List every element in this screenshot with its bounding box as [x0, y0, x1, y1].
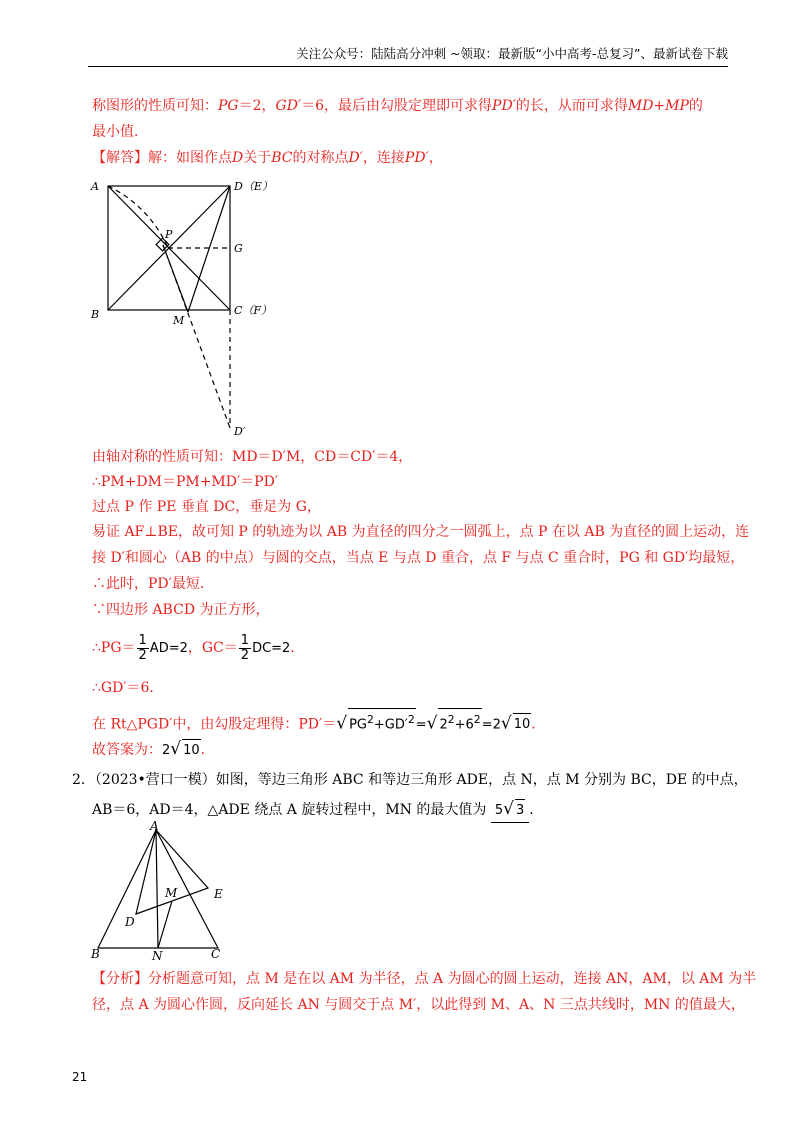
text-line: 由轴对称的性质可知：MD＝D′M，CD＝CD′＝4， — [92, 449, 413, 465]
page-header: 关注公众号：陆陆高分冲刺 ~领取：最新版“小中高考-总复习”、最新试卷下载 — [296, 46, 728, 61]
text-line: 最小值． — [92, 124, 148, 140]
label-b: B — [91, 947, 100, 961]
text-line: ∴此时，PD′最短． — [92, 576, 214, 592]
analysis-line: 【分析】分析题意可知，点 M 是在以 AM 为半径，点 A 为圆心的圆上运动，连接 AN，AM，以 AM 为半 — [92, 971, 757, 987]
label-p: P — [165, 228, 173, 241]
label-m: M — [173, 314, 185, 327]
label-b: B — [91, 308, 100, 321]
text-line: ∴GD′＝6． — [92, 680, 164, 696]
segment-an — [156, 830, 158, 948]
page-number: 21 — [72, 1070, 88, 1084]
label-d: D — [125, 915, 135, 929]
formula-line: ∴PG＝ $\frac{1}{2}$ AD=2，GC＝ $\frac{1}{2}$ DC=2． — [92, 632, 305, 663]
label-a: A — [150, 820, 159, 833]
header-divider — [88, 66, 728, 67]
text-line: 易证 AF⊥BE，故可知 P 的轨迹为以 AB 为直径的四分之一圆弧上，点 P 在以 AB 为直径的圆上运动，连 — [92, 524, 750, 540]
problem-2-line: 2．（2023•营口一模）如图，等边三角形 ABC 和等边三角形 ADE，点 N，点 M 分别为 BC，DE 的中点， — [72, 772, 748, 788]
triangle-figure — [88, 820, 248, 962]
answer-line: 【解答】解：如图作点D关于BC的对称点D′，连接PD′， — [92, 150, 443, 166]
label-n: N — [152, 949, 163, 962]
formula-line: 在 Rt△PGD′中，由勾股定理得：PD′＝√ $PG^2+GD'^2=√$ $2^2+6^2=2√$ 10． — [92, 708, 545, 736]
segment-mn — [158, 901, 172, 948]
text-line: 接 D′和圆心（AB 的中点）与圆的交点，当点 E 与点 D 重合，点 F 与点 C 重合时，PG 和 GD′均最短， — [92, 550, 745, 566]
segment-pd-prime — [163, 245, 230, 428]
text-line: ∴PM+DM＝PM+MD′＝PD′ — [92, 474, 278, 490]
label-c: C — [211, 947, 221, 961]
final-answer-line: 故答案为：2√ 10． — [92, 738, 215, 762]
square-figure — [88, 176, 278, 440]
segment-dm — [188, 186, 230, 312]
label-m: M — [165, 886, 178, 900]
text-line: ∵四边形 ABCD 为正方形， — [92, 602, 270, 618]
fraction-half: $\frac{1}{2}$ — [138, 632, 147, 663]
problem-2-line: AB＝6，AD＝4，△ADE 绕点 A 旋转过程中，MN 的最大值为 5√ 3 ． — [92, 798, 543, 823]
label-a: A — [91, 180, 99, 193]
text-line: 称图形的性质可知：PG＝2，GD′＝6，最后由勾股定理即可求得PD′的长，从而可求得MD+MP的 — [92, 98, 703, 114]
text-line: 过点 P 作 PE 垂直 DC，垂足为 G， — [92, 499, 321, 515]
label-c: C（F） — [234, 304, 273, 317]
analysis-line: 径，点 A 为圆心作圆，反向延长 AN 与圆交于点 M′，以此得到 M、A、N 三点共线时，MN 的值最大， — [92, 997, 745, 1013]
fraction-half: $\frac{1}{2}$ — [240, 632, 250, 663]
label-d-prime: D′ — [234, 425, 246, 438]
answer-blank: 5√ 3 — [491, 798, 529, 823]
label-g: G — [234, 242, 243, 255]
label-e: E — [214, 887, 223, 901]
label-d: D（E） — [234, 180, 273, 193]
